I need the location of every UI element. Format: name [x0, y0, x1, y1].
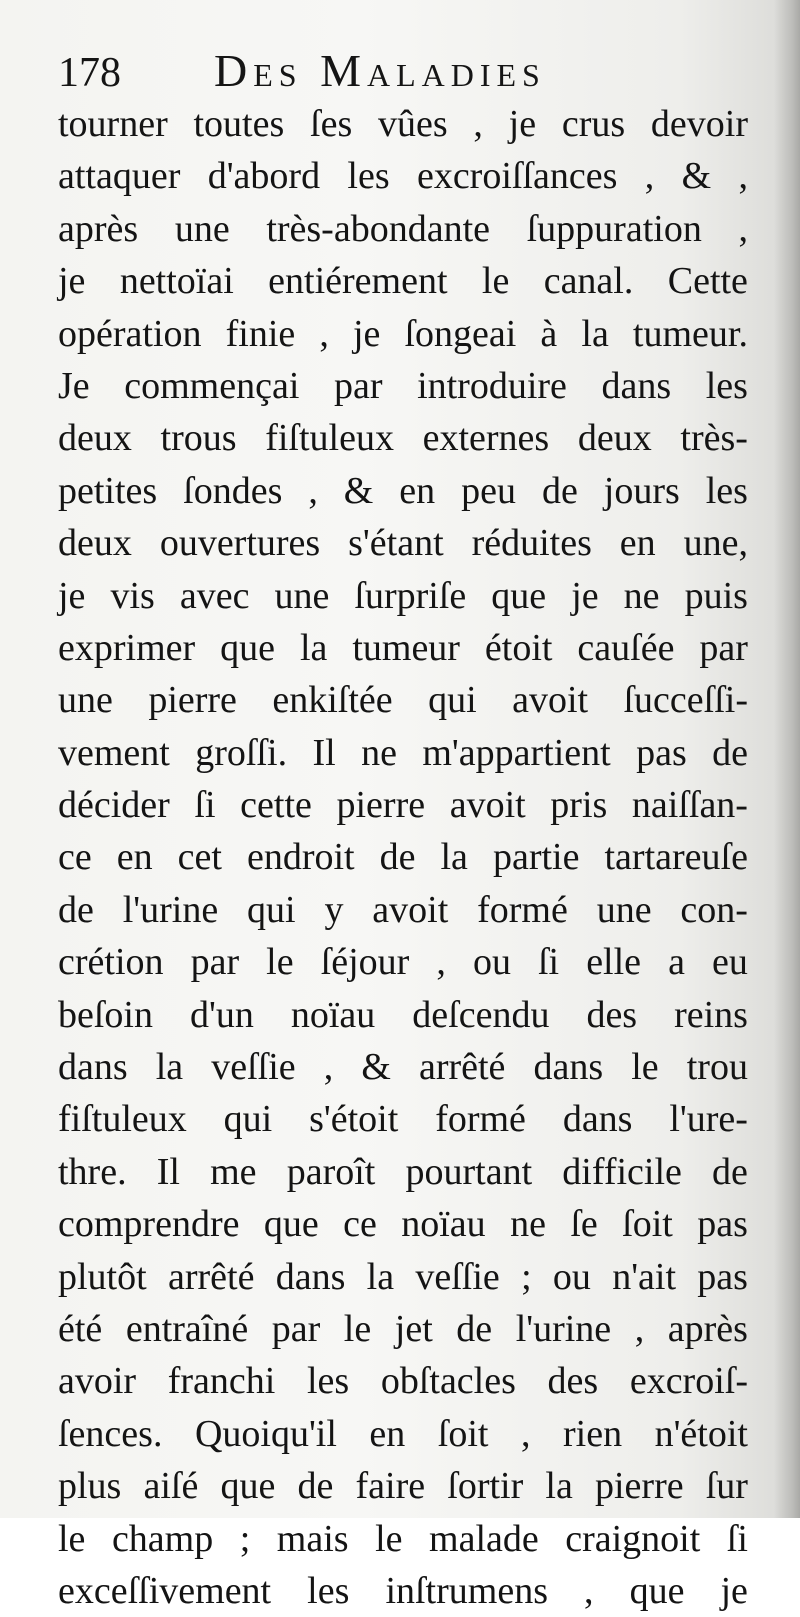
text-line: [58, 1251, 748, 1303]
word: étoit: [484, 626, 553, 669]
word: noïau: [290, 993, 376, 1036]
word: trous: [160, 417, 237, 460]
word: vis: [110, 574, 155, 617]
text-line: [58, 255, 748, 307]
word: la: [299, 626, 328, 669]
word: vûes: [377, 103, 448, 145]
word: y: [324, 888, 344, 931]
word: ſortir: [447, 1465, 524, 1508]
word: de: [712, 1150, 748, 1193]
word: de: [297, 1465, 334, 1508]
word: veſſie: [211, 1046, 296, 1089]
word: des: [547, 1360, 599, 1403]
word: une: [174, 207, 230, 250]
word: pris: [550, 784, 608, 827]
word: je: [58, 574, 86, 617]
word: entiérement: [268, 260, 448, 303]
word: été: [58, 1307, 103, 1350]
text-line: [58, 1146, 748, 1198]
text-line: [58, 203, 748, 255]
word: franchi: [167, 1360, 276, 1403]
word: la: [366, 1255, 395, 1298]
text-line: [58, 622, 748, 674]
word: inſtrumens: [385, 1569, 548, 1612]
word: par: [699, 626, 748, 669]
word: ſondes: [183, 469, 283, 512]
word: enkiſtée: [272, 679, 393, 722]
word: de: [541, 469, 578, 512]
word: plutôt: [58, 1255, 147, 1298]
word: dans: [562, 1098, 633, 1141]
text-line: [58, 674, 748, 726]
word: les: [307, 1569, 350, 1612]
word: l'urine: [122, 888, 219, 931]
word: que: [263, 1203, 319, 1246]
word: les: [705, 364, 748, 407]
word: des: [586, 993, 638, 1036]
word: &: [361, 1046, 391, 1089]
word: plus: [58, 1465, 122, 1508]
word: petites: [58, 469, 158, 512]
text-line: [58, 1093, 748, 1145]
word: comprendre: [58, 1203, 240, 1246]
word: pierre: [594, 1465, 684, 1508]
word: d'abord: [207, 155, 321, 198]
word: vement: [58, 731, 170, 774]
word: cette: [240, 784, 312, 827]
word: eu: [712, 941, 748, 984]
word: je: [720, 1569, 748, 1612]
word: qui: [428, 679, 477, 722]
word: le: [375, 1517, 403, 1560]
page-number: 178: [58, 50, 121, 96]
word: craignoit: [565, 1517, 701, 1560]
word: d'un: [189, 993, 254, 1036]
word: Cette: [667, 260, 748, 303]
word: ce: [58, 836, 92, 879]
word: ſucceſſi-: [623, 679, 748, 722]
word: devoir: [650, 103, 748, 145]
word: réduites: [471, 522, 592, 565]
word: elle: [586, 941, 642, 984]
word: ſurpriſe: [354, 574, 467, 617]
word: exceſſivement: [58, 1569, 272, 1612]
word: ,: [436, 941, 446, 984]
word: faire: [355, 1465, 426, 1508]
word: après: [667, 1307, 748, 1350]
text-line: [58, 831, 748, 883]
word: décider: [58, 784, 170, 827]
word: dans: [533, 1046, 604, 1089]
word: en: [399, 469, 436, 512]
word: de: [58, 888, 94, 931]
word: très-: [680, 417, 748, 460]
word: &: [681, 155, 712, 198]
word: nettoïai: [119, 260, 234, 303]
word: par: [190, 941, 240, 984]
word: ,: [584, 1569, 594, 1612]
word: je: [571, 574, 599, 617]
word: pierre: [336, 784, 426, 827]
word: opération: [58, 312, 202, 355]
word: pas: [697, 1255, 748, 1298]
word: je: [58, 260, 86, 303]
word: m'appartient: [422, 731, 611, 774]
word: ,: [323, 1046, 334, 1089]
word: tumeur: [352, 626, 460, 669]
page-edge-shadow: [774, 0, 800, 1518]
word: attaquer: [58, 155, 181, 198]
word: dans: [601, 364, 672, 407]
word: Quoiqu'il: [194, 1412, 337, 1455]
word: formé: [477, 888, 568, 931]
word: une: [58, 679, 113, 722]
word: les: [705, 469, 748, 512]
word: veſſie: [415, 1255, 500, 1298]
word: partie: [492, 836, 580, 879]
word: formé: [435, 1098, 526, 1141]
word: ſi: [726, 1517, 748, 1560]
word: cauſée: [577, 626, 675, 669]
word: ,: [634, 1307, 645, 1350]
word: ,: [520, 1412, 531, 1455]
word: le: [631, 1046, 659, 1089]
word: qui: [247, 888, 296, 931]
word: deux: [577, 417, 652, 460]
word: excroiſ-: [629, 1360, 748, 1403]
word: finie: [225, 312, 296, 355]
text-line: [58, 884, 748, 936]
text-line: [58, 98, 748, 150]
word: en: [116, 836, 153, 879]
body-text: [58, 98, 748, 1617]
word: introduire: [417, 364, 567, 407]
text-line: [58, 1513, 748, 1565]
word: obſtacles: [380, 1360, 516, 1403]
word: excroiſſances: [416, 155, 618, 198]
word: par: [271, 1307, 321, 1350]
word: pierre: [148, 679, 237, 722]
word: à: [540, 312, 558, 355]
text-line: [58, 1198, 748, 1250]
word: trou: [686, 1046, 748, 1089]
word: &: [343, 469, 374, 512]
word: tourner: [58, 103, 168, 145]
word: avec: [179, 574, 250, 617]
word: une: [274, 574, 330, 617]
word: la: [545, 1465, 573, 1508]
word: con-: [680, 888, 748, 931]
word: le: [481, 260, 510, 303]
text-line: [58, 412, 748, 464]
word: crétion: [58, 941, 164, 984]
word: très-abondante: [266, 207, 490, 250]
word: ſoit: [437, 1412, 489, 1455]
word: Je: [58, 364, 90, 407]
word: puis: [684, 574, 748, 617]
word: le: [58, 1517, 86, 1560]
word: toutes: [193, 103, 285, 145]
text-line: [58, 517, 748, 569]
word: ſes: [310, 103, 353, 145]
word: dans: [58, 1046, 128, 1089]
word: ,: [644, 155, 655, 198]
word: cet: [177, 836, 222, 879]
word: de: [379, 836, 416, 879]
word: ne: [623, 574, 660, 617]
word: fiſtuleux: [265, 417, 394, 460]
word: s'étoit: [309, 1098, 399, 1141]
word: ,: [473, 103, 483, 145]
text-line: [58, 308, 748, 360]
word: ſi: [538, 941, 560, 984]
word: ,: [738, 155, 748, 198]
word: la: [440, 836, 468, 879]
word: une: [596, 888, 652, 931]
word: les: [347, 155, 390, 198]
word: ouvertures: [159, 522, 321, 565]
word: ſences.: [58, 1412, 163, 1455]
word: l'ure-: [669, 1098, 748, 1141]
word: ſoit: [622, 1203, 673, 1246]
word: avoit: [372, 888, 449, 931]
word: avoir: [58, 1360, 137, 1403]
word: que: [220, 626, 275, 669]
word: de: [712, 731, 748, 774]
word: champ: [111, 1517, 214, 1560]
word: ſongeai: [404, 312, 517, 355]
word: thre.: [58, 1150, 127, 1193]
word: crus: [561, 103, 626, 145]
word: en: [619, 522, 656, 565]
word: pas: [697, 1203, 748, 1246]
word: avoit: [449, 784, 526, 827]
word: par: [333, 364, 383, 407]
word: qui: [223, 1098, 273, 1141]
word: dans: [275, 1255, 346, 1298]
word: ,: [308, 469, 318, 512]
word: rien: [562, 1412, 623, 1455]
word: ,: [738, 207, 748, 250]
word: que: [220, 1465, 276, 1508]
word: difficile: [562, 1150, 682, 1193]
text-line: [58, 360, 748, 412]
word: noïau: [401, 1203, 486, 1246]
text-line: [58, 727, 748, 779]
word: beſoin: [58, 993, 153, 1036]
word: exprimer: [58, 626, 196, 669]
word: Il: [312, 731, 336, 774]
word: tumeur.: [632, 312, 748, 355]
word: ſuppuration: [526, 207, 702, 250]
text-line: [58, 936, 748, 988]
word: pas: [636, 731, 687, 774]
word: canal.: [543, 260, 634, 303]
word: la: [155, 1046, 184, 1089]
word: deux: [58, 522, 132, 565]
word: naiſſan-: [631, 784, 748, 827]
word: me: [210, 1150, 257, 1193]
word: ſéjour: [320, 941, 410, 984]
word: ou: [552, 1255, 591, 1298]
page-header: [58, 46, 618, 102]
text-line: [58, 570, 748, 622]
word: reins: [674, 993, 748, 1036]
word: commençai: [124, 364, 300, 407]
text-line: [58, 779, 748, 831]
word: que: [629, 1569, 685, 1612]
word: ou: [472, 941, 511, 984]
word: n'ait: [612, 1255, 677, 1298]
word: externes: [422, 417, 550, 460]
word: en: [369, 1412, 406, 1455]
word: a: [668, 941, 685, 984]
word: une,: [683, 522, 748, 565]
word: n'étoit: [654, 1412, 748, 1455]
text-line: [58, 1355, 748, 1407]
word: je: [508, 103, 537, 145]
running-title: Des Maladies: [214, 45, 546, 96]
word: malade: [429, 1517, 539, 1560]
word: que: [491, 574, 547, 617]
text-line: [58, 989, 748, 1041]
word: ne: [510, 1203, 546, 1246]
word: endroit: [246, 836, 355, 879]
word: ;: [521, 1255, 532, 1298]
word: ce: [343, 1203, 377, 1246]
word: ſe: [570, 1203, 598, 1246]
word: ſur: [705, 1465, 748, 1508]
word: les: [306, 1360, 350, 1403]
word: deux: [58, 417, 132, 460]
word: avoit: [512, 679, 589, 722]
text-line: [58, 1303, 748, 1355]
word: Il: [156, 1150, 180, 1193]
word: mais: [276, 1517, 349, 1560]
word: je: [352, 312, 381, 355]
word: jet: [394, 1307, 433, 1350]
word: de: [456, 1307, 493, 1350]
word: ſi: [194, 784, 216, 827]
word: ;: [239, 1517, 251, 1560]
word: paroît: [286, 1150, 376, 1193]
word: ,: [319, 312, 329, 355]
word: groſſi.: [195, 731, 288, 774]
text-line: [58, 1565, 748, 1617]
word: après: [58, 207, 139, 250]
text-line: [58, 1041, 748, 1093]
word: peu: [461, 469, 516, 512]
word: le: [266, 941, 294, 984]
text-line: [58, 150, 748, 202]
word: ne: [361, 731, 397, 774]
word: deſcendu: [412, 993, 550, 1036]
word: aiſé: [143, 1465, 199, 1508]
text-line: [58, 1408, 748, 1460]
word: fiſtuleux: [58, 1098, 187, 1141]
text-line: [58, 465, 748, 517]
word: pourtant: [405, 1150, 533, 1193]
word: entraîné: [125, 1307, 249, 1350]
word: le: [343, 1307, 372, 1350]
word: arrêté: [418, 1046, 506, 1089]
word: la: [581, 312, 609, 355]
word: arrêté: [167, 1255, 255, 1298]
word: l'urine: [515, 1307, 612, 1350]
word: tartareuſe: [604, 836, 748, 879]
word: jours: [603, 469, 680, 512]
text-line: [58, 1460, 748, 1512]
word: s'étant: [348, 522, 444, 565]
